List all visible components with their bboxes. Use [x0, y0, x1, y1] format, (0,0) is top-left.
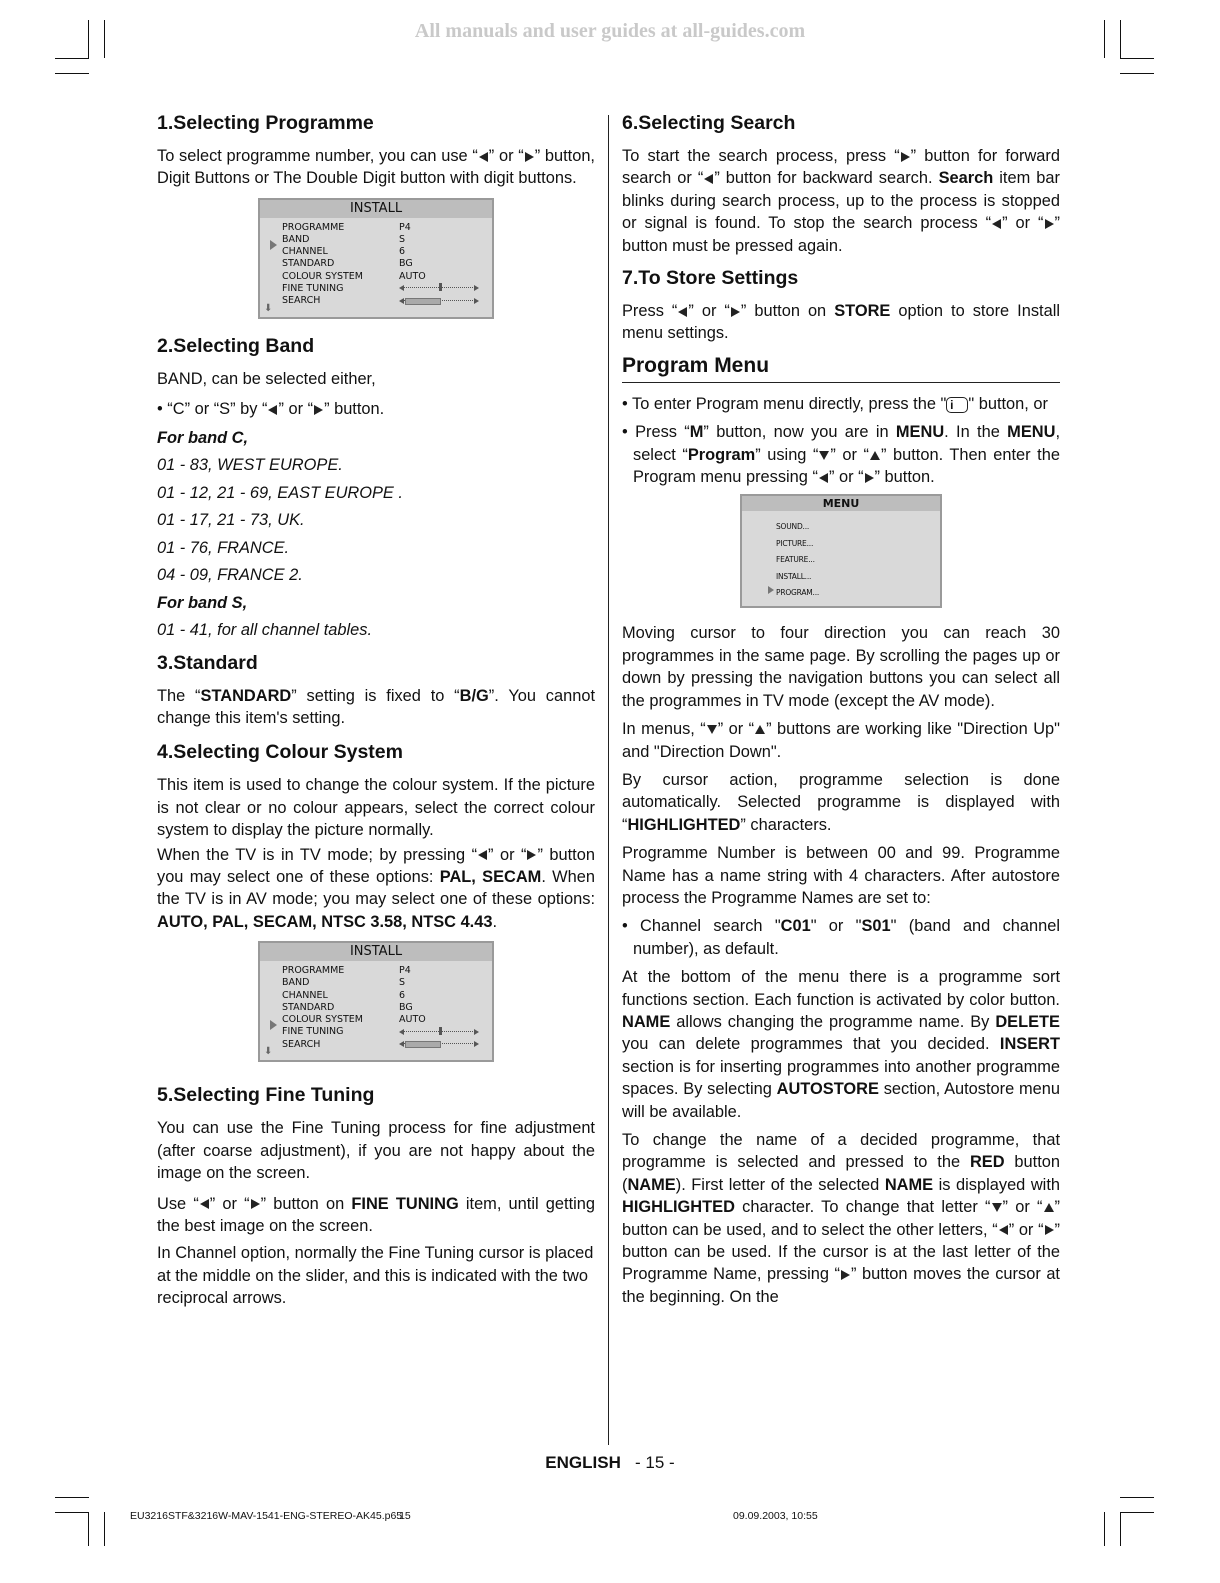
osd-table [282, 965, 479, 1050]
section-title: 3.Standard [157, 651, 258, 674]
bullet: • “C” or “S” by “ ” or “ ” button. [157, 400, 385, 419]
osd-item-value: AUTO [399, 270, 426, 282]
selection-arrow-icon [270, 240, 277, 250]
up-arrow-icon [1044, 1203, 1054, 1212]
osd-row [282, 977, 479, 989]
left-arrow-icon [819, 473, 828, 483]
watermark: All manuals and user guides at all-guides.com [414, 20, 806, 42]
paragraph: Moving cursor to four direction you can reach 30 programmes in the same page. By scrolling the pages up or down by pressing the navigation buttons you can select all the programmes in TV mode (except the AV mode). [622, 624, 1060, 710]
up-arrow-icon [870, 451, 880, 460]
page-number: ENGLISH - 15 - [545, 1453, 675, 1472]
left-arrow-icon [200, 1199, 209, 1209]
osd-item-value: 6 [399, 246, 406, 258]
left-arrow-icon [678, 307, 687, 317]
osd-item-value: BG [399, 258, 413, 270]
section-title: 2.Selecting Band [157, 334, 315, 357]
crop-mark [1120, 1497, 1154, 1498]
down-arrow-icon: ⬇ [264, 1046, 273, 1058]
left-arrow-icon [478, 850, 487, 860]
paragraph: To select programme number, you can use “ ” or “ ” button, Digit Buttons or The Double Digit button with digit buttons. [157, 147, 595, 188]
crop-mark [55, 1512, 89, 1513]
crop-mark [88, 1512, 89, 1546]
osd-row [282, 1039, 479, 1051]
right-arrow-icon [841, 1270, 850, 1280]
osd-row [282, 222, 479, 234]
crop-mark [104, 20, 105, 58]
osd-title: INSTALL [260, 200, 492, 218]
osd-item-label: CHANNEL [282, 989, 328, 1001]
paragraph: BAND, can be selected either, [157, 369, 376, 388]
osd-item-label: PROGRAMME [282, 221, 345, 233]
crop-mark [1104, 20, 1105, 58]
paragraph: This item is used to change the colour system. If the picture is not clear or no colour appears, select the correct colour system to display the picture normally. [157, 776, 595, 840]
band-heading: For band C, [157, 428, 249, 447]
down-arrow-icon [992, 1203, 1002, 1212]
osd-item-label: BAND [282, 977, 310, 989]
menu-item: INSTALL... [776, 571, 812, 581]
osd-item-label: FINE TUNING [282, 1026, 344, 1038]
osd-item-value: S [399, 234, 406, 246]
menu-item: SOUND... [776, 522, 810, 532]
fine-tuning-slider [399, 1029, 479, 1035]
osd-item-value [399, 1039, 479, 1051]
crop-mark [88, 20, 89, 58]
bullet: • Channel search "C01" or "S01" (band and channel number), as default. [622, 917, 1060, 958]
menu-list [776, 519, 940, 602]
osd-item-label: FINE TUNING [282, 282, 344, 294]
print-date: 09.09.2003, 10:55 [733, 1510, 818, 1522]
osd-title: INSTALL [260, 943, 492, 961]
band-range: 01 - 41, for all channel tables. [157, 621, 373, 640]
up-arrow-icon [755, 725, 765, 734]
info-key-icon: i [946, 397, 968, 413]
down-arrow-icon: ⬇ [264, 302, 273, 314]
left-arrow-icon [704, 174, 713, 184]
section-title: 6.Selecting Search [622, 112, 796, 134]
search-bar [399, 298, 479, 304]
osd-item-value: BG [399, 1001, 413, 1013]
osd-item-value [399, 283, 479, 295]
fine-tuning-slider [399, 285, 479, 291]
osd-item-value: S [399, 977, 406, 989]
menu-item: PROGRAM... [776, 588, 820, 598]
osd-item-label: SEARCH [282, 295, 321, 307]
crop-mark [55, 58, 89, 59]
osd-item-label: SEARCH [282, 1038, 321, 1050]
left-arrow-icon [268, 405, 277, 415]
crop-mark [1120, 58, 1154, 59]
paragraph: The “STANDARD” setting is fixed to “B/G”. You cannot change this item's setting. [157, 686, 595, 728]
band-range: 04 - 09, FRANCE 2. [157, 566, 303, 585]
section-heading: Program Menu [622, 353, 1060, 383]
band-heading: For band S, [157, 593, 248, 612]
paragraph: To start the search process, press “ ” button for forward search or “ ” button for backward search. Search item bar blinks during search process, up to the process is stopped or signal is found. To stop the search process “ ” or “ ” button must be pressed again. [622, 147, 1060, 255]
paragraph: Press “ ” or “ ” button on STORE option to store Install menu settings. [622, 302, 1060, 343]
osd-item-value: P4 [399, 221, 411, 233]
crop-mark [1120, 73, 1154, 74]
right-arrow-icon [731, 307, 740, 317]
paragraph: In Channel option, normally the Fine Tuning cursor is placed at the middle on the slider, and this is indicated with the two reciprocal arrows. [157, 1244, 594, 1308]
osd-row [282, 965, 479, 977]
osd-item-value: P4 [399, 965, 411, 977]
paragraph: By cursor action, programme selection is done automatically. Selected programme is displayed with “HIGHLIGHTED” characters. [622, 770, 1060, 834]
down-arrow-icon [707, 725, 717, 734]
band-range: 01 - 12, 21 - 69, EAST EUROPE . [157, 483, 403, 502]
menu-item: FEATURE... [776, 555, 815, 565]
osd-row [282, 1026, 479, 1038]
section-title: 7.To Store Settings [622, 267, 799, 290]
band-range: 01 - 76, FRANCE. [157, 538, 290, 557]
right-arrow-icon [1045, 1225, 1054, 1235]
osd-row [282, 246, 479, 258]
osd-item-value: AUTO [399, 1014, 426, 1026]
left-arrow-icon [479, 152, 488, 162]
osd-row [282, 1014, 479, 1026]
file-name: EU3216STF&3216W-MAV-1541-ENG-STEREO-AK45.p65 15 [130, 1510, 411, 1522]
osd-table [282, 222, 479, 307]
section-title: 1.Selecting Programme [157, 112, 374, 134]
selection-arrow-icon [270, 1020, 277, 1030]
paragraph: You can use the Fine Tuning process for fine adjustment (after coarse adjustment), if you are not happy about the image on the screen. [157, 1119, 595, 1183]
paragraph: Programme Number is between 00 and 99. Programme Name has a name string with 4 characters. After autostore process the Programme Names are set to: [622, 844, 1060, 907]
paragraph: At the bottom of the menu there is a programme sort functions section. Each function is activated by color button. NAME allows changing the programme name. By DELETE you can delete programmes that you decided. INSERT section is for inserting programmes into another programme spaces. By selecting AUTOSTORE section, Autostore menu will be available. [622, 968, 1060, 1121]
osd-item-label: STANDARD [282, 1001, 335, 1013]
crop-mark [55, 73, 89, 74]
osd-item-label: CHANNEL [282, 246, 328, 258]
osd-row [282, 258, 479, 270]
paragraph: In menus, “ ” or “ ” buttons are working like "Direction Up" and "Direction Down". [622, 720, 1060, 761]
right-column [622, 110, 1060, 1314]
right-arrow-icon [525, 152, 534, 162]
osd-item-value: 6 [399, 989, 406, 1001]
right-arrow-icon [901, 152, 910, 162]
band-range: 01 - 17, 21 - 73, UK. [157, 511, 305, 530]
band-range: 01 - 83, WEST EUROPE. [157, 456, 343, 475]
osd-item-label: STANDARD [282, 258, 335, 270]
right-arrow-icon [1045, 219, 1054, 229]
osd-item-label: COLOUR SYSTEM [282, 270, 363, 282]
bullet: • Press “M” button, now you are in MENU. In the MENU, select “Program” using “ ” or “ ” button. Then enter the Program menu pressing “ ” or “ ” button. [622, 423, 1060, 487]
right-arrow-icon [527, 850, 536, 860]
paragraph: When the TV is in TV mode; by pressing “ ” or “ ” button you may select one of these options: PAL, SECAM. When the TV is in AV mode; you may select one of these options: AUTO, PAL, SECAM, NTSC 3.58, NTSC 4.43. [157, 845, 595, 931]
crop-mark [55, 1497, 89, 1498]
right-arrow-icon [314, 405, 323, 415]
osd-item-label: COLOUR SYSTEM [282, 1014, 363, 1026]
left-column [157, 110, 595, 1316]
osd-row [282, 1002, 479, 1014]
main-menu-screen [740, 494, 942, 608]
install-menu-screen [258, 198, 494, 319]
right-arrow-icon [251, 1199, 260, 1209]
osd-item-label: PROGRAMME [282, 965, 345, 977]
section-title: 5.Selecting Fine Tuning [157, 1084, 375, 1107]
down-arrow-icon [819, 451, 829, 460]
osd-row [282, 271, 479, 283]
osd-title: MENU [742, 496, 940, 511]
left-arrow-icon [999, 1225, 1008, 1235]
osd-row [282, 295, 479, 307]
crop-mark [1120, 1512, 1154, 1513]
section-title: 4.Selecting Colour System [157, 741, 403, 764]
osd-item-value [399, 1026, 479, 1038]
paragraph: To change the name of a decided programme, that programme is selected and pressed to the RED button (NAME). First letter of the selected NAME is displayed with HIGHLIGHTED character. To change that letter “ ” or “ ” button can be used, and to select the other letters, “ ” or “ ” button can be used. If the cursor is at the last letter of the Programme Name, pressing “ ” button moves the cursor at the beginning. On the [622, 1131, 1060, 1306]
left-arrow-icon [992, 219, 1001, 229]
osd-row [282, 990, 479, 1002]
crop-mark [1104, 1512, 1105, 1546]
crop-mark [1120, 1512, 1121, 1546]
crop-mark [104, 1512, 105, 1546]
column-divider [608, 115, 609, 1445]
paragraph: Use “ ” or “ ” button on FINE TUNING item, until getting the best image on the screen. [157, 1194, 595, 1235]
crop-mark [1120, 20, 1121, 58]
bullet: • To enter Program menu directly, press the " i " button, or [622, 394, 1048, 413]
search-bar [399, 1041, 479, 1047]
osd-item-value [399, 295, 479, 307]
menu-item: PICTURE... [776, 538, 814, 548]
osd-row [282, 283, 479, 295]
osd-item-label: BAND [282, 234, 310, 246]
install-menu-screen [258, 941, 494, 1062]
right-arrow-icon [865, 473, 874, 483]
selection-arrow-icon [768, 586, 774, 594]
osd-row [282, 234, 479, 246]
